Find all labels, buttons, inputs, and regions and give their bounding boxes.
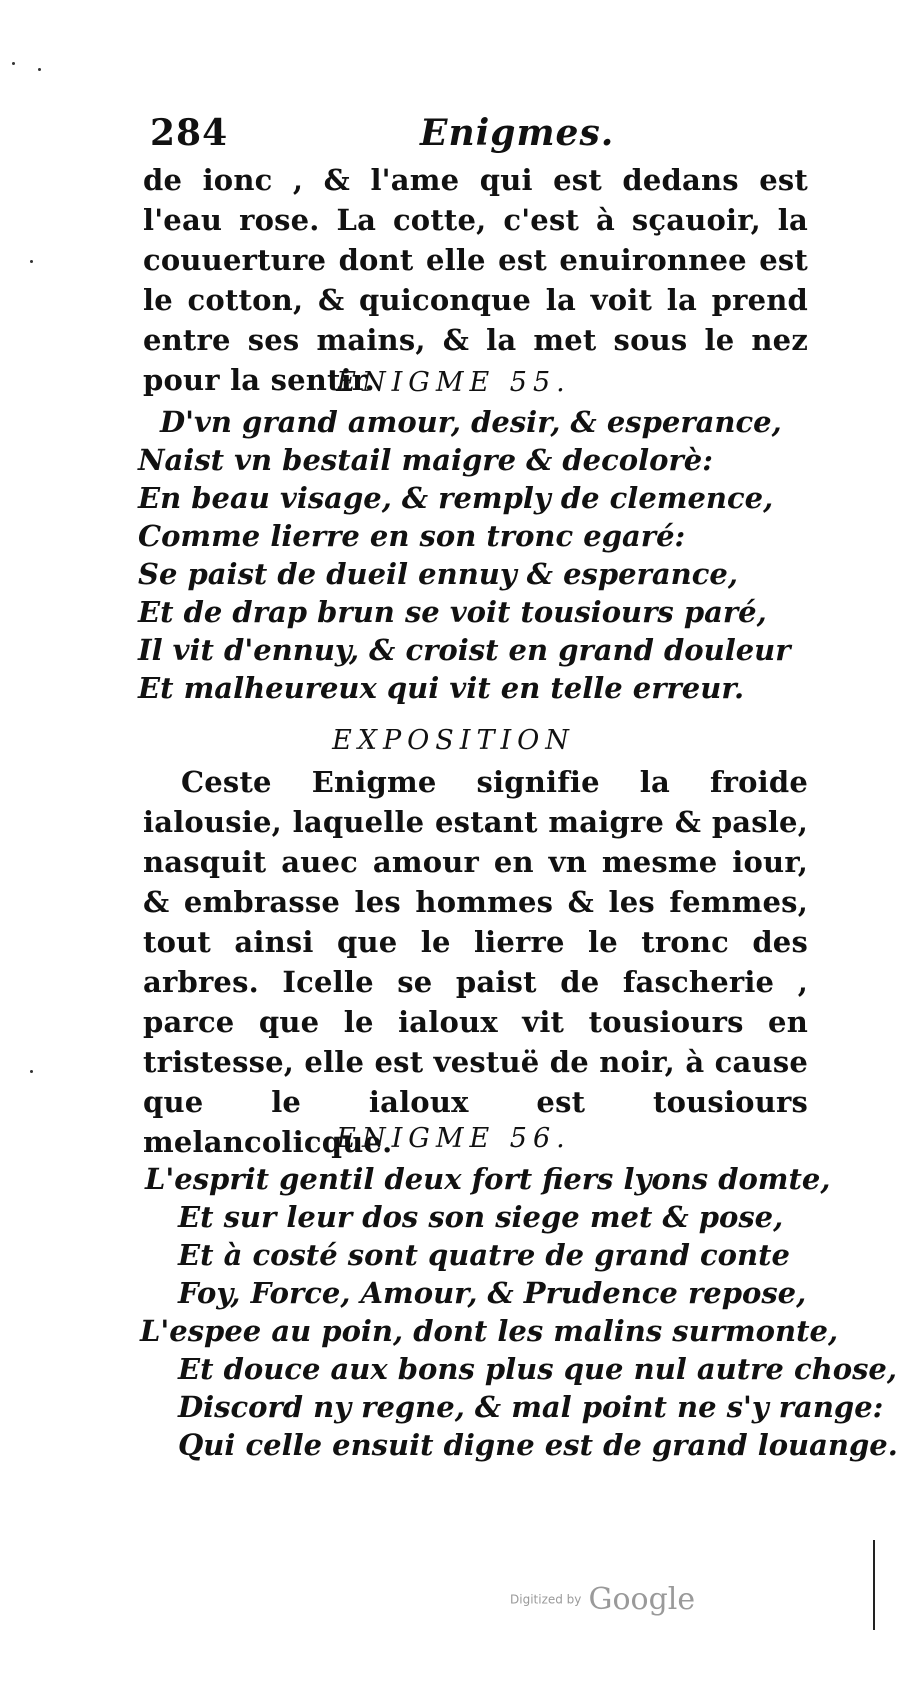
verse-line: D'vn grand amour, desir, & esperance,	[160, 405, 782, 439]
google-logo: Google	[588, 1582, 696, 1617]
verse-line: Se paist de dueil ennuy & esperance,	[138, 557, 738, 591]
intro-paragraph: de ionc , & l'ame qui est dedans est l'eau rose. La cotte, c'est à sçauoir, la couuerture dont elle est enuironnee est le cotton, & quiconque la voit la prend entre ses mains, & la met sous le nez pour la sentir.	[143, 163, 808, 397]
paper-speck	[12, 62, 15, 65]
verse-line: En beau visage, & remply de clemence,	[138, 481, 774, 515]
verse-line: Foy, Force, Amour, & Prudence repose,	[178, 1276, 807, 1310]
enigme-55-heading: ENIGME 55.	[336, 367, 571, 398]
verse-line: L'espee au poin, dont les malins surmonte,	[140, 1314, 839, 1348]
running-head	[150, 108, 800, 158]
page-number: 284	[150, 112, 229, 154]
running-title: Enigmes.	[420, 112, 615, 154]
verse-line: Il vit d'ennuy, & croist en grand douleur	[138, 633, 791, 667]
adjacent-page-rule	[873, 1540, 875, 1630]
verse-line: Et malheureux qui vit en telle erreur.	[138, 671, 745, 705]
verse-line: Naist vn bestail maigre & decolorè:	[138, 443, 713, 477]
digitization-watermark	[510, 1582, 695, 1617]
verse-line: Qui celle ensuit digne est de grand louange.	[178, 1428, 898, 1462]
adjacent-page-edge	[868, 250, 907, 1650]
exposition-paragraph: Ceste Enigme signifie la froide ialousie, laquelle estant maigre & pasle, nasquit auec amour en vn mesme iour, & embrasse les hommes & les femmes, tout ainsi que le lierre le tronc des arbres. Icelle se paist de fascherie , parce que le ialoux vit tousiours en tristesse, elle est vestuë de noir, à cause que le ialoux est tousiours melancolicque.	[143, 765, 808, 1159]
exposition-heading: EXPOSITION	[332, 725, 575, 756]
paper-speck	[30, 1070, 33, 1073]
verse-line: Et à costé sont quatre de grand conte	[178, 1238, 790, 1272]
verse-line: Et sur leur dos son siege met & pose,	[178, 1200, 784, 1234]
digitized-label: Digitized by	[510, 1592, 582, 1607]
paper-speck	[30, 260, 33, 263]
verse-line: Et douce aux bons plus que nul autre chose,	[178, 1352, 897, 1386]
verse-line: L'esprit gentil deux fort fiers lyons domte,	[145, 1162, 831, 1196]
enigme-56-heading: ENIGME 56.	[336, 1123, 571, 1154]
paper-speck	[38, 68, 41, 71]
verse-line: Et de drap brun se voit tousiours paré,	[138, 595, 767, 629]
verse-line: Comme lierre en son tronc egaré:	[138, 519, 686, 553]
verse-line: Discord ny regne, & mal point ne s'y range:	[178, 1390, 884, 1424]
